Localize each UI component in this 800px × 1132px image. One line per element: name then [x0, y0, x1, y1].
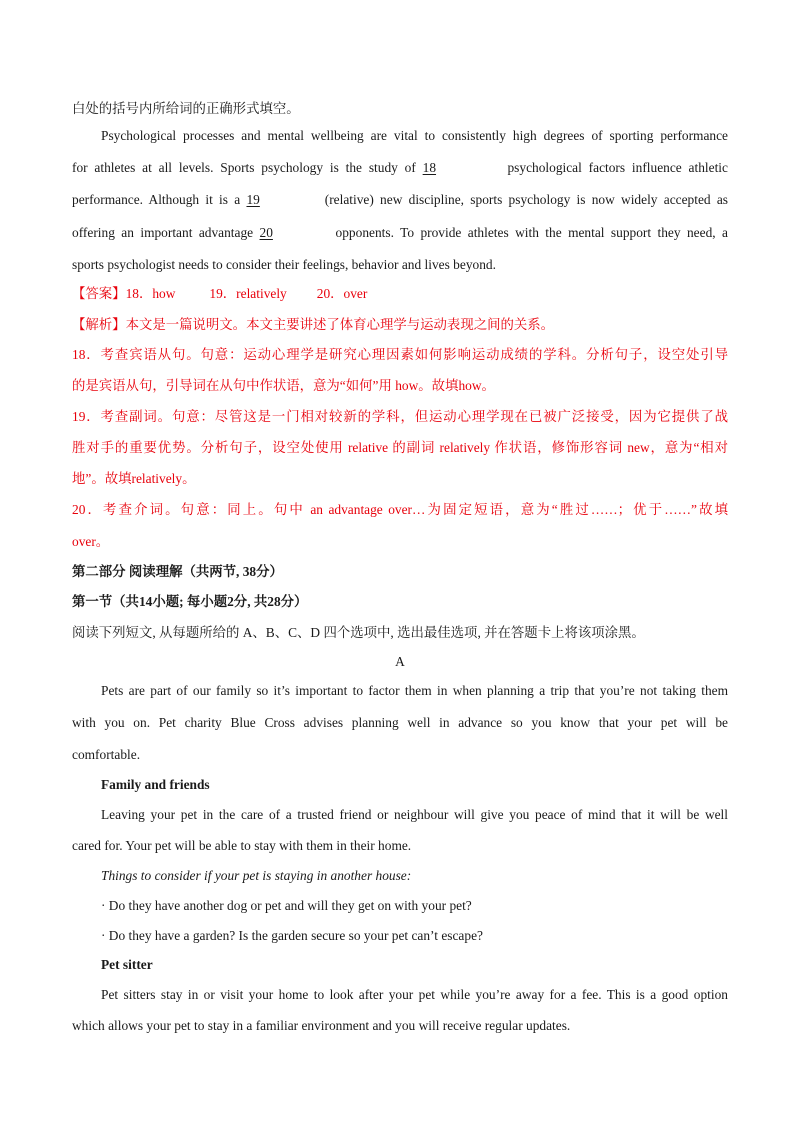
analysis-19-line-2: 胜对手的重要优势。分析句子，设空处使用 relative 的副词 relatively 作状语，修饰形容词 new，意为“相对 — [72, 440, 728, 455]
bullet-2: · Do they have a garden? Is the garden secure so your pet can’t escape? — [101, 928, 483, 943]
cloze-text: performance. Although it is a — [72, 192, 241, 207]
passage-letter: A — [395, 654, 405, 669]
answer-label: 【答案】 — [72, 286, 126, 301]
heading-family-friends: Family and friends — [101, 777, 210, 792]
analysis-19-line-1: 19．考查副词。句意：尽管这是一门相对较新的学科，但运动心理学现在已被广泛接受，因为它提供了战 — [72, 409, 728, 424]
cloze-line-3 — [72, 192, 728, 208]
instruction: 阅读下列短文, 从每题所给的 A、B、C、D 四个选项中, 选出最佳选项, 并在答题卡上将该项涂黑。 — [72, 625, 645, 640]
analysis-18-line-2: 的是宾语从句，引导词在从句中作状语，意为“如何”用 how。故填how。 — [72, 378, 495, 393]
heading-pet-sitter: Pet sitter — [101, 957, 153, 972]
cloze-line-4 — [72, 225, 728, 241]
part2-title: 第二部分 阅读理解（共两节, 38分） — [72, 564, 283, 579]
blank-18: 18 — [422, 160, 437, 175]
section1-title: 第一节（共14小题; 每小题2分, 共28分） — [72, 594, 308, 609]
answer-20: 20．over — [316, 286, 368, 301]
cloze-text: psychological factors influence athletic — [507, 160, 728, 175]
considerations-heading: Things to consider if your pet is staying in another house: — [101, 868, 412, 883]
bullet-1: · Do they have another dog or pet and will they get on with your pet? — [101, 898, 472, 913]
passage-a-p1-line-3: comfortable. — [72, 747, 141, 762]
blank-20: 20 — [259, 225, 273, 240]
cloze-text: offering an important advantage — [72, 225, 254, 240]
passage-a-p1-line-2: with you on. Pet charity Blue Cross advises planning well in advance so you know that your pet will be — [72, 715, 728, 730]
analysis-19-line-3: 地”。故填relatively。 — [72, 471, 196, 486]
analysis-18-line-1: 18．考查宾语从句。句意：运动心理学是研究心理因素如何影响运动成绩的学科。分析句子，设空处引导 — [72, 347, 728, 362]
passage-a-p2-line-2: cared for. Your pet will be able to stay with them in their home. — [72, 838, 412, 853]
cloze-line-2 — [72, 160, 728, 176]
cloze-text: for athletes at all levels. Sports psychology is the study of — [72, 160, 416, 175]
analysis-20-line-1: 20．考查介词。句意：同上。句中 an advantage over…为固定短语，意为“胜过……；优于……”故填 — [72, 502, 728, 517]
cloze-line-1: Psychological processes and mental wellbeing are vital to consistently high degrees of sporting performance — [101, 128, 728, 143]
analysis-label: 【解析】 — [72, 317, 126, 332]
analysis-summary — [72, 317, 728, 333]
answer-18: 18．how — [125, 286, 176, 301]
cloze-text: opponents. To provide athletes with the mental support they need, a — [335, 225, 728, 240]
answer-19: 19．relatively — [209, 286, 287, 301]
analysis-summary-text: 本文是一篇说明文。本文主要讲述了体育心理学与运动表现之间的关系。 — [125, 317, 555, 332]
cloze-line-5: sports psychologist needs to consider their feelings, behavior and lives beyond. — [72, 257, 496, 272]
cloze-text: (relative) new discipline, sports psychology is now widely accepted as — [324, 192, 728, 207]
intro-line: 白处的括号内所给词的正确形式填空。 — [72, 101, 300, 116]
passage-a-p3-line-2: which allows your pet to stay in a familiar environment and you will receive regular updates. — [72, 1018, 571, 1033]
passage-a-p2-line-1: Leaving your pet in the care of a trusted friend or neighbour will give you peace of mind that it will be well — [101, 807, 728, 822]
analysis-20-line-2: over。 — [72, 534, 110, 549]
passage-a-p3-line-1: Pet sitters stay in or visit your home to look after your pet while you’re away for a fee. This is a good option — [101, 987, 728, 1002]
passage-a-p1-line-1: Pets are part of our family so it’s important to factor them in when planning a trip that you’re not taking them — [101, 683, 728, 698]
blank-19: 19 — [246, 192, 260, 207]
answer-line — [72, 286, 728, 302]
